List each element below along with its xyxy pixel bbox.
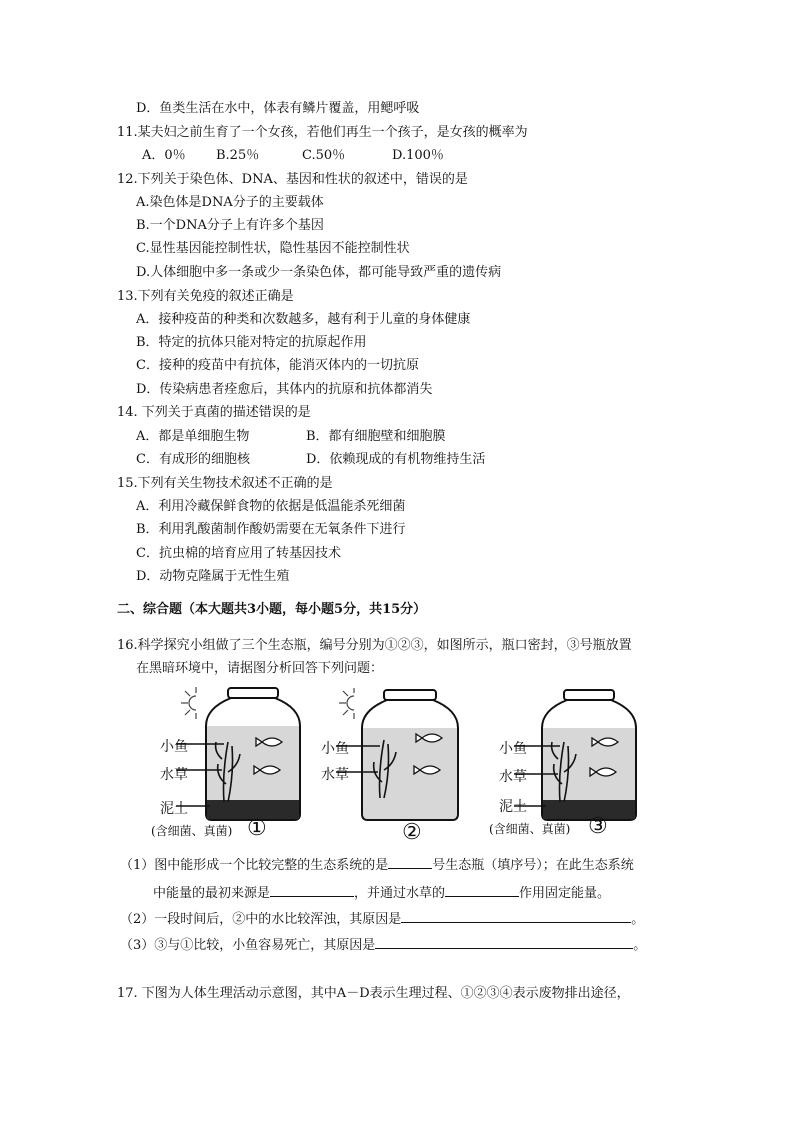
jar-1-label-soil: 泥土: [160, 801, 188, 817]
jar-3-label-fish: 小鱼: [499, 741, 527, 757]
q11-stem: 11.某夫妇之前生育了一个女孩，若他们再生一个孩子，是女孩的概率为: [117, 125, 528, 140]
jar-1-number: ①: [247, 816, 267, 841]
q15-stem: 15.下列有关生物技术叙述不正确的是: [117, 476, 333, 491]
q14-stem: 14. 下列关于真菌的描述错误的是: [117, 405, 311, 420]
q11-option-a: A．0％: [142, 148, 186, 163]
q16-sub3-text: （3）③与①比较，小鱼容易死亡，其原因是: [120, 938, 376, 953]
q16-sub1-line1: [120, 856, 634, 874]
q16-stem-line1: 16.科学探究小组做了三个生态瓶，编号分别为①②③，如图所示，瓶口密封，③号瓶放置: [117, 638, 632, 653]
q15-option-b: B．利用乳酸菌制作酸奶需要在无氧条件下进行: [136, 522, 406, 537]
q12-option-d: D.人体细胞中多一条或少一条染色体，都可能导致严重的遗传病: [136, 265, 502, 280]
q13-stem: 13.下列有关免疫的叙述正确是: [117, 289, 294, 304]
q12-option-b: B.一个DNA分子上有许多个基因: [136, 218, 324, 233]
q11-option-d: D.100％: [392, 148, 444, 163]
jar-2-number: ②: [402, 820, 422, 845]
q16-sub2-text: （2）一段时间后，②中的水比较浑浊，其原因是: [120, 912, 402, 927]
q13-option-d: D．传染病患者痊愈后，其体内的抗原和抗体都消失: [136, 382, 433, 397]
jar-3-illustration: [514, 686, 644, 824]
q16-sub2-period: 。: [631, 912, 645, 927]
q14-option-b: B．都有细胞壁和细胞膜: [306, 429, 446, 444]
q15-option-d: D．动物克隆属于无性生殖: [136, 569, 290, 584]
q11-option-c: C.50％: [302, 148, 346, 163]
q13-option-c: C．接种的疫苗中有抗体，能消灭体内的一切抗原: [136, 358, 419, 373]
q15-option-a: A．利用冷藏保鲜食物的依据是低温能杀死细菌: [136, 499, 406, 514]
q13-option-a: A．接种疫苗的种类和次数越多，越有利于儿童的身体健康: [136, 312, 471, 327]
q16-answer-blank-1[interactable]: [388, 856, 432, 869]
sun-icon: [181, 687, 196, 719]
q10-option-d: D．鱼类生活在水中，体表有鳞片覆盖，用鳃呼吸: [136, 101, 420, 116]
q16-answer-blank-4[interactable]: [401, 910, 631, 923]
jar-1-note: (含细菌、真菌): [151, 824, 233, 838]
q16-sub1-text-c: 中能量的最初来源是: [153, 886, 271, 901]
jar-2-label-grass: 水草: [321, 767, 349, 783]
jar-1-label-grass: 水草: [160, 767, 188, 783]
q16-sub1-line2: [153, 884, 610, 902]
sun-icon: [339, 688, 354, 719]
q14-option-c: C．有成形的细胞核: [136, 452, 250, 467]
q16-sub1-text-d: ，并通过水草的: [354, 886, 446, 901]
q16-answer-blank-5[interactable]: [375, 936, 633, 949]
q16-answer-blank-3[interactable]: [445, 884, 519, 897]
q14-option-a: A．都是单细胞生物: [136, 429, 250, 444]
q17-stem: 17. 下图为人体生理活动示意图，其中A－D表示生理过程、①②③④表示废物排出途径，: [117, 986, 630, 1001]
q16-sub1-text-a: （1）图中能形成一个比较完整的生态系统的是: [120, 858, 389, 873]
jar-3-number: ③: [588, 814, 608, 839]
section-heading: 二、综合题（本大题共3小题，每小题5分，共15分）: [117, 602, 427, 617]
jar-1-illustration: [176, 684, 306, 824]
q16-stem-line2: 在黑暗环境中，请据图分析回答下列问题：: [136, 661, 384, 676]
q12-option-c: C.显性基因能控制性状，隐性基因不能控制性状: [136, 241, 410, 256]
jar-1-label-fish: 小鱼: [160, 739, 188, 755]
q16-sub1-text-b: 号生态瓶（填序号）；在此生态系统: [432, 858, 634, 873]
jar-2-illustration: [336, 688, 466, 824]
q16-sub3-period: 。: [633, 938, 647, 953]
q14-option-d: D．依赖现成的有机物维持生活: [306, 452, 486, 467]
jar-3-label-soil: 泥土: [499, 799, 527, 815]
q13-option-b: B．特定的抗体只能对特定的抗原起作用: [136, 335, 367, 350]
q16-sub1-text-e: 作用固定能量。: [519, 886, 611, 901]
jar-2-label-fish: 小鱼: [321, 741, 349, 757]
q16-answer-blank-2[interactable]: [270, 884, 354, 897]
q11-option-b: B.25％: [216, 148, 260, 163]
q12-option-a: A.染色体是DNA分子的主要载体: [136, 195, 324, 210]
q15-option-c: C．抗虫棉的培育应用了转基因技术: [136, 546, 341, 561]
jar-3-note: (含细菌、真菌): [489, 822, 571, 836]
q12-stem: 12.下列关于染色体、DNA、基因和性状的叙述中，错误的是: [117, 172, 468, 187]
q16-sub3-line: [120, 936, 646, 954]
q16-sub2-line: [120, 910, 644, 928]
jar-3-label-grass: 水草: [499, 769, 527, 785]
